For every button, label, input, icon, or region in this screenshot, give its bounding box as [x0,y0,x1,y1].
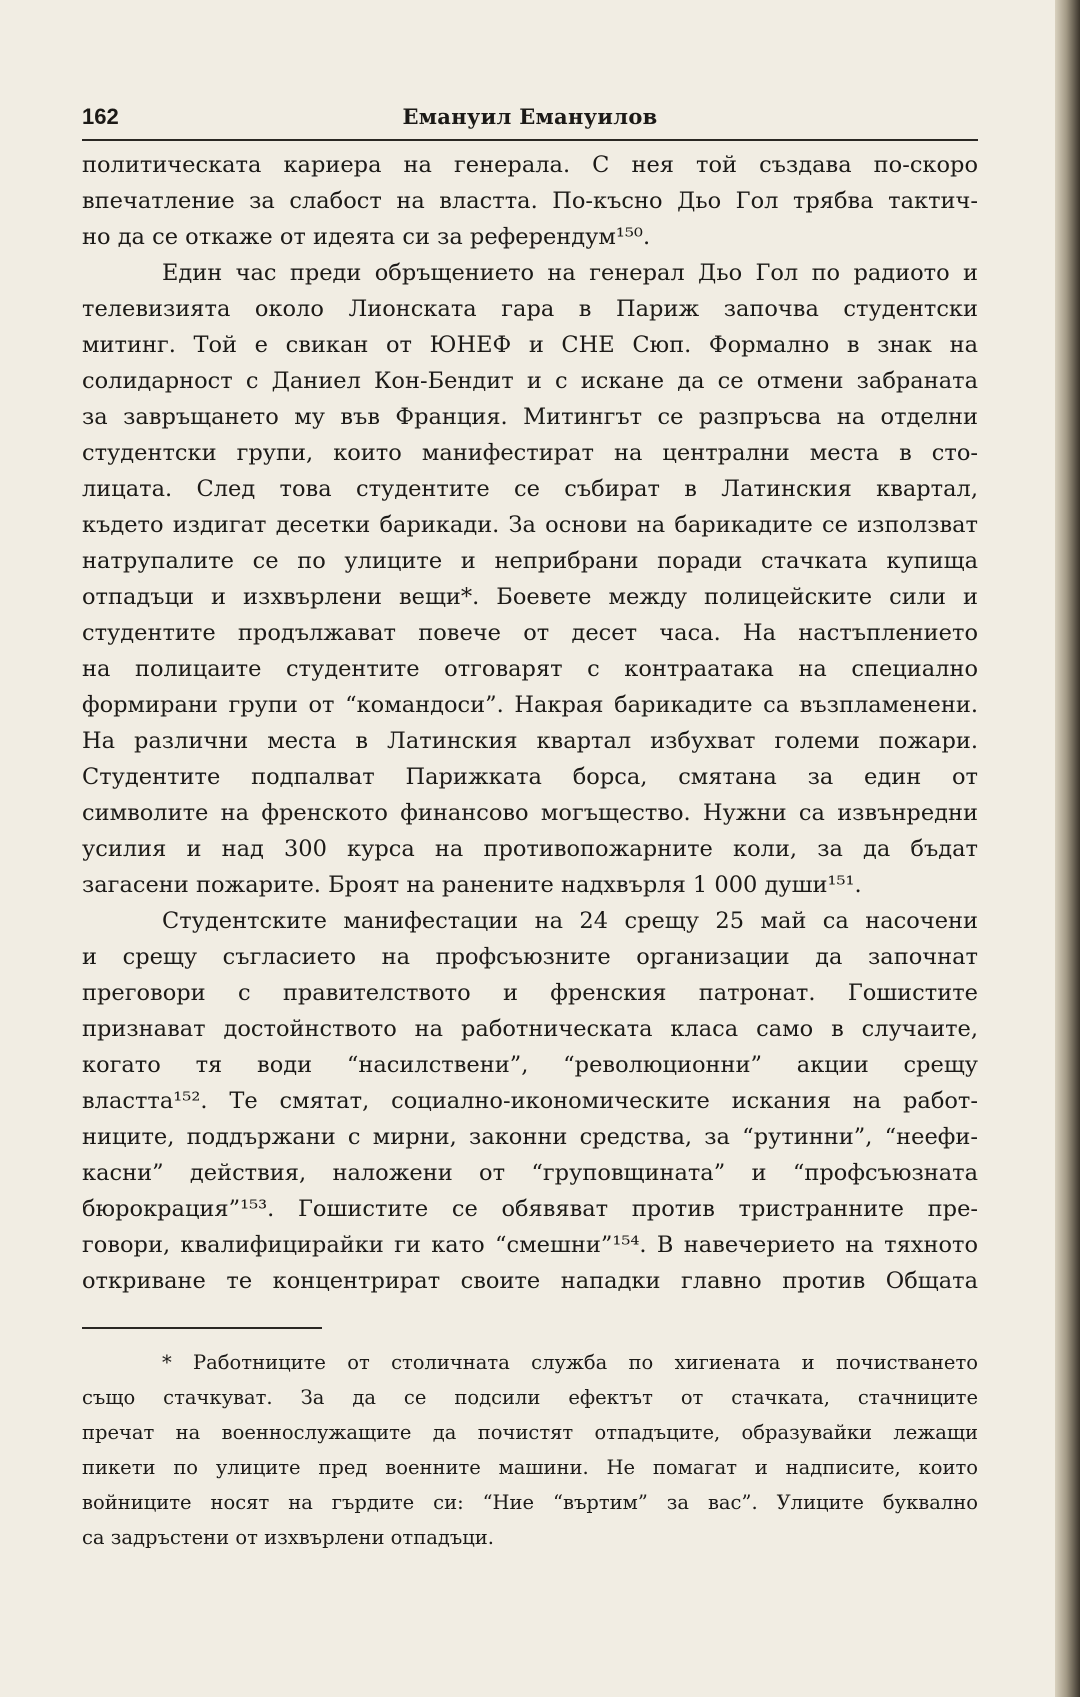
text-line: загасени пожарите. Броят на ранените надхвърля 1 000 души¹⁵¹. [82,872,862,898]
footnote-rule [82,1327,322,1329]
text-line: символите на френското финансово могъщество. Нужни са извънредни [82,800,978,826]
text-line: но да се откаже от идеята си за референдум¹⁵⁰. [82,224,651,250]
footnote-line: войниците носят на гърдите си: “Ние “въртим” за вас”. Улиците буквално [82,1491,978,1514]
text-line: на полицаите студентите отговарят с контраатака на специално [82,656,978,682]
text-line: митинг. Той е свикан от ЮНЕФ и СНЕ Сюп. Формално в знак на [82,332,978,358]
text-line: отпадъци и изхвърлени вещи*. Боевете между полицейските сили и [82,584,978,610]
text-line: натрупалите се по улиците и неприбрани поради стачката купища [82,548,978,574]
text-line: за завръщането му във Франция. Митингът се разпръсва на отделни [82,404,978,430]
text-line: студентите продължават повече от десет часа. На настъплението [82,620,978,646]
text-line: студентски групи, които манифестират на централни места в сто- [82,440,978,466]
text-line: усилия и над 300 курса на противопожарните коли, за да бъдат [82,836,978,862]
text-line: Студентите подпалват Парижката борса, смятана за един от [82,764,978,790]
text-line: властта¹⁵². Те смятат, социално-икономическите искания на работ- [82,1088,978,1114]
paragraph-1 [82,147,978,255]
text-line: признават достойнството на работническата класа само в случаите, [82,1016,978,1042]
header-rule [82,139,978,141]
text-line: впечатление за слабост на властта. По-късно Дьо Гол трябва тактич- [82,188,978,214]
text-line: политическата кариера на генерала. С нея той създава по-скоро [82,152,978,178]
footnote-line: * Работниците от столичната служба по хигиената и почистването [162,1351,978,1374]
text-line: формирани групи от “командоси”. Накрая барикадите са възпламенени. [82,692,978,718]
text-line: и срещу съгласието на профсъюзните организации да започнат [82,944,978,970]
footnote-line: също стачкуват. За да се подсили ефектът от стачката, стачниците [82,1386,978,1409]
text-line: бюрокрация”¹⁵³. Гошистите се обявяват против тристранните пре- [82,1196,978,1222]
text-line: Един час преди обръщението на генерал Дьо Гол по радиото и [162,260,978,286]
footnote-line: са задръстени от изхвърлени отпадъци. [82,1526,494,1549]
paragraph-3 [82,903,978,1299]
footnote-line: пикети по улиците пред военните машини. Не помагат и надписите, които [82,1456,978,1479]
text-line: касни” действия, наложени от “груповщината” и “профсъюзната [82,1160,978,1186]
text-line: откриване те концентрират своите нападки главно против Общата [82,1268,978,1294]
text-line: където издигат десетки барикади. За основи на барикадите се използват [82,512,978,538]
page-number: 162 [82,104,119,129]
text-line: преговори с правителството и френския патронат. Гошистите [82,980,978,1006]
footnote-line: пречат на военнослужащите да почистят отпадъците, образувайки лежащи [82,1421,978,1444]
body-text [82,147,978,1299]
text-line: телевизията около Лионската гара в Париж започва студентски [82,296,978,322]
page-edge [1055,0,1080,1697]
text-line: лицата. След това студентите се събират в Латинския квартал, [82,476,978,502]
page-header [82,104,978,138]
text-line: Студентските манифестации на 24 срещу 25 май са насочени [162,908,978,934]
text-line: когато тя води “насилствени”, “революционни” акции срещу [82,1052,978,1078]
text-line: ниците, поддържани с мирни, законни средства, за “рутинни”, “неефи- [82,1124,978,1150]
text-line: солидарност с Даниел Кон-Бендит и с искане да се отмени забраната [82,368,978,394]
paragraph-2 [82,255,978,903]
footnote [82,1345,978,1555]
text-line: говори, квалифицирайки ги като “смешни”¹⁵⁴. В навечерието на тяхното [82,1232,978,1258]
text-line: На различни места в Латинския квартал избухват големи пожари. [82,728,978,754]
running-head: Емануил Емануилов [402,104,658,129]
